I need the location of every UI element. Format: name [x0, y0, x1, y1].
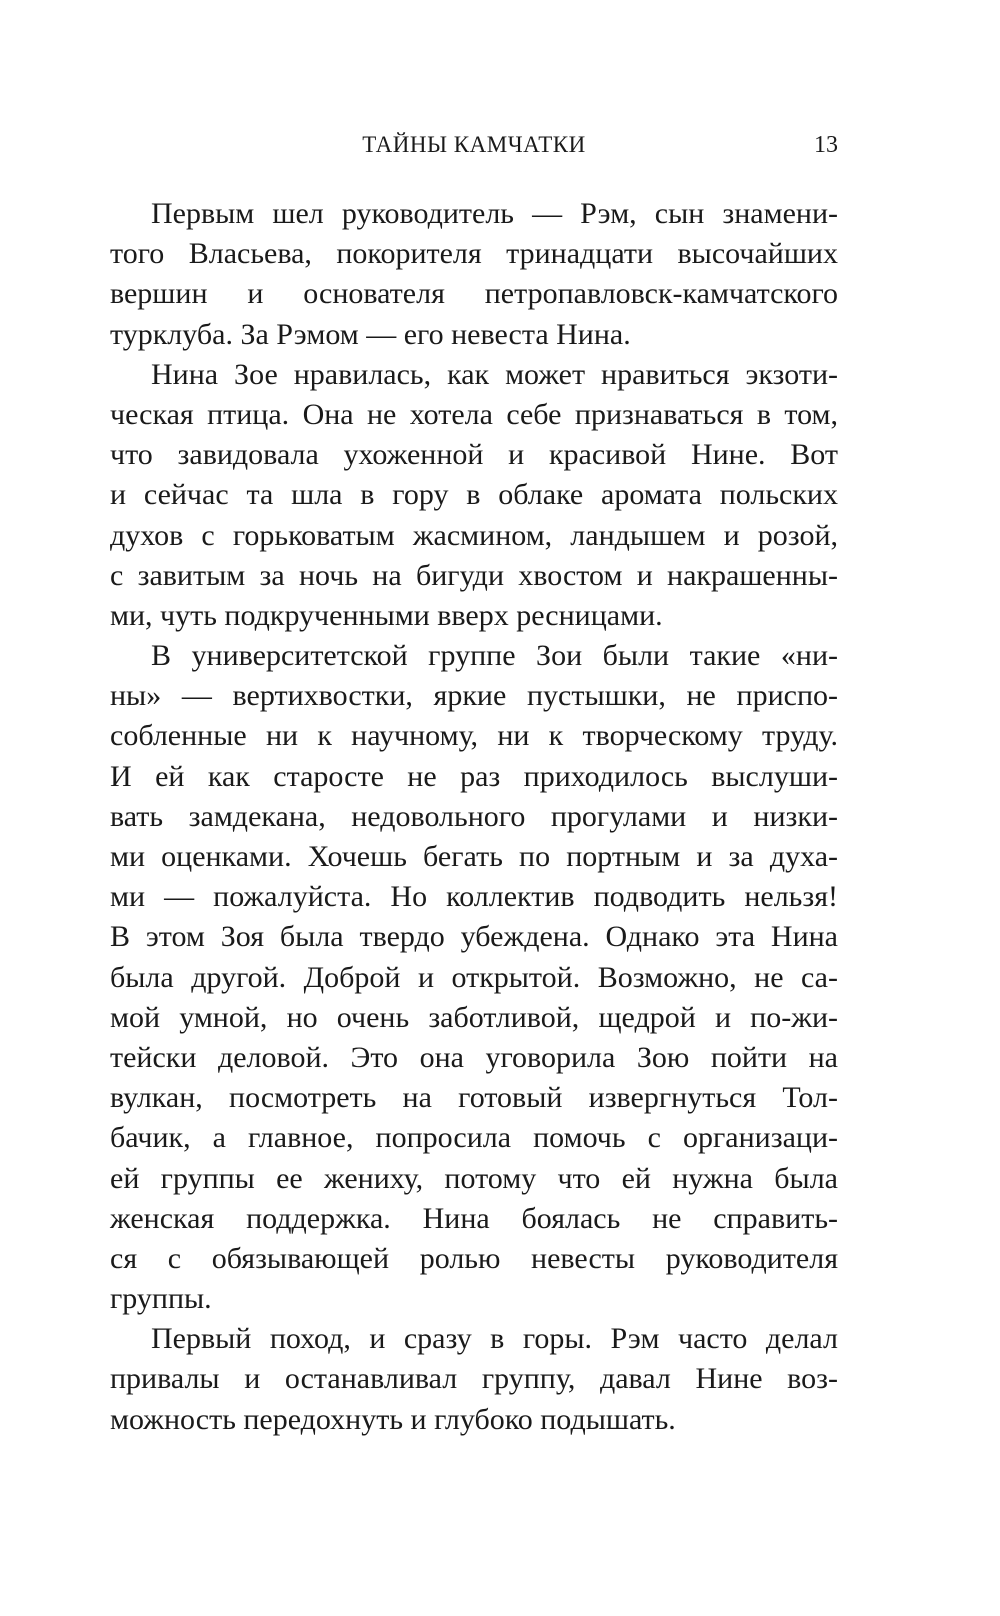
text-line: вать замдекана, недовольного прогулами и низки-: [110, 799, 838, 833]
text-line: турклуба. За Рэмом — его невеста Нина.: [110, 317, 631, 351]
text-line: В университетской группе Зои были такие «ни-: [151, 639, 838, 673]
text-line: вершин и основателя петропавловск-камчатского: [110, 277, 838, 311]
text-line: ны» — вертихвостки, яркие пустышки, не приспо-: [110, 679, 838, 713]
text-line: ми оценками. Хочешь бегать по портным и за духа-: [110, 840, 838, 873]
text-line: собленные ни к научному, ни к творческому труду.: [110, 719, 838, 753]
text-line: И ей как старосте не раз приходилось выслуши-: [110, 759, 838, 793]
running-title: ТАЙНЫ КАМЧАТКИ: [362, 132, 586, 157]
text-line: группы.: [110, 1282, 212, 1316]
running-head: [110, 128, 838, 162]
text-line: вулкан, посмотреть на готовый извергнуться Тол-: [110, 1081, 838, 1115]
text-line: духов с горьковатым жасмином, ландышем и розой,: [110, 518, 838, 552]
text-line: В этом Зоя была твердо убеждена. Однако эта Нина: [110, 920, 838, 954]
paragraph-3: [110, 636, 838, 1319]
text-line: ей группы ее жениху, потому что ей нужна была: [110, 1161, 838, 1195]
text-line: можность передохнуть и глубоко подышать.: [110, 1402, 676, 1436]
paragraph-4: [110, 1319, 838, 1440]
text-line: с завитым за ночь на бигуди хвостом и накрашенны-: [110, 558, 838, 592]
text-line: и сейчас та шла в гору в облаке аромата польских: [110, 478, 838, 512]
text-line: Нина Зое нравилась, как может нравиться экзоти-: [151, 357, 838, 391]
page-number: 13: [814, 132, 838, 158]
text-line: ческая птица. Она не хотела себе признаваться в том,: [110, 397, 838, 431]
text-line: была другой. Доброй и открытой. Возможно, не са-: [110, 960, 838, 994]
text-line: Первый поход, и сразу в горы. Рэм часто делал: [151, 1322, 838, 1356]
paragraph-2: [110, 355, 838, 636]
paragraph-1: [110, 194, 838, 355]
text-line: женская поддержка. Нина боялась не справить-: [110, 1201, 838, 1235]
text-line: бачик, а главное, попросила помочь с организаци-: [110, 1121, 838, 1155]
text-line: что завидовала ухоженной и красивой Нине. Вот: [110, 438, 838, 472]
text-line: мой умной, но очень заботливой, щедрой и по-жи-: [110, 1000, 838, 1034]
body-text: [110, 194, 838, 1440]
text-line: ся с обязывающей ролью невесты руководителя: [110, 1241, 838, 1275]
text-line: того Власьева, покорителя тринадцати высочайших: [110, 237, 838, 271]
text-line: ми, чуть подкрученными вверх ресницами.: [110, 598, 663, 632]
text-line: ми — пожалуйста. Но коллектив подводить нельзя!: [110, 880, 838, 914]
text-line: тейски деловой. Это она уговорила Зою пойти на: [110, 1040, 838, 1074]
text-line: привалы и останавливал группу, давал Нине воз-: [110, 1362, 838, 1396]
text-line: Первым шел руководитель — Рэм, сын знамени-: [151, 197, 838, 230]
